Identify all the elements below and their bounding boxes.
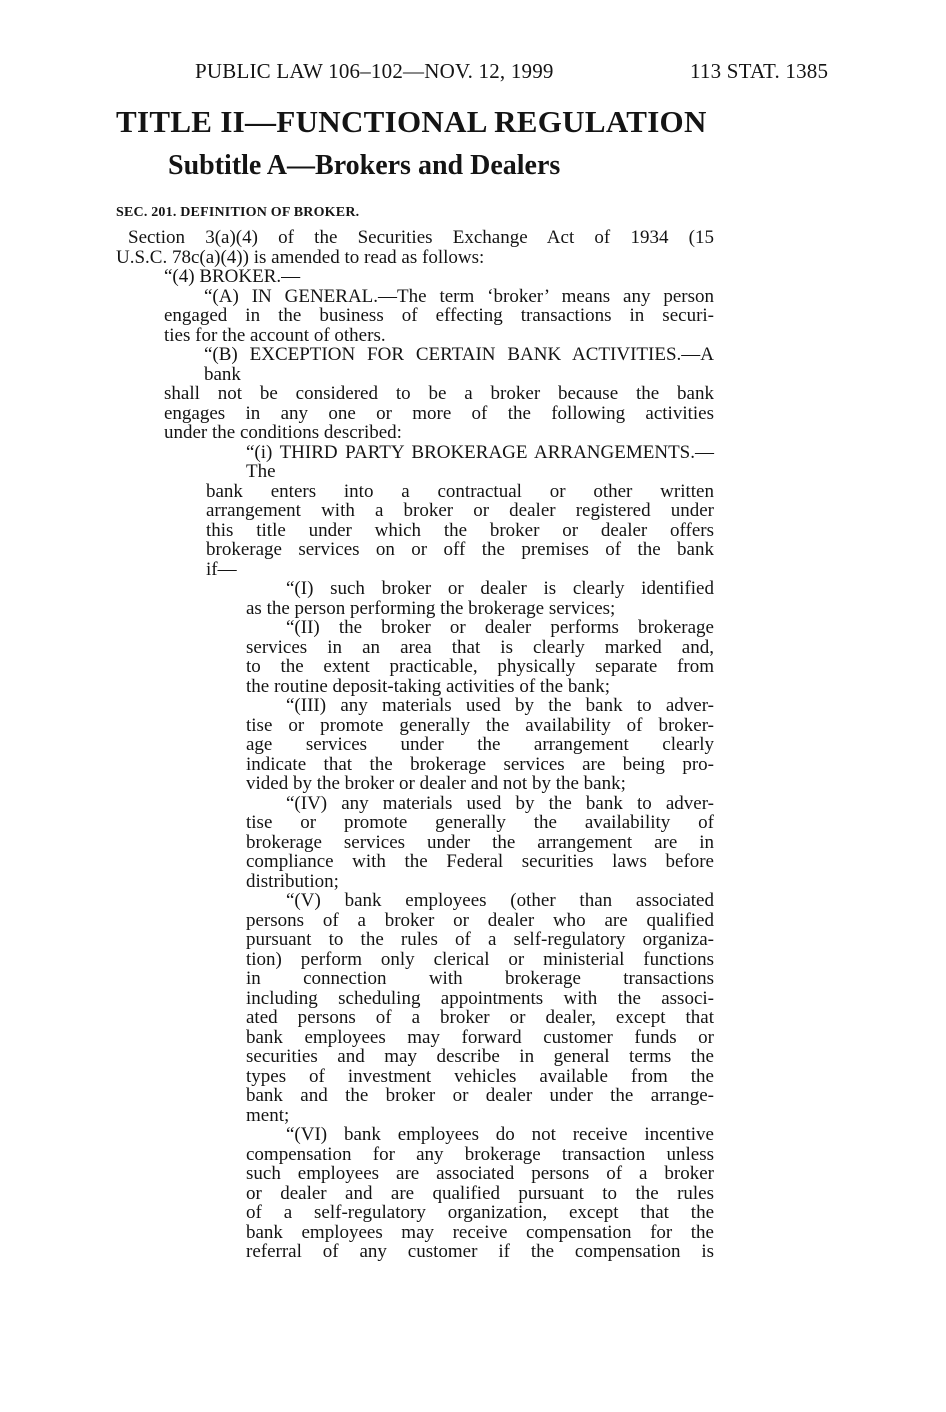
text-line: “(V) bank employees (other than associated [286,890,714,911]
text-line: under the conditions described: [164,422,402,443]
text-line: including scheduling appointments with the associ- [246,987,714,1009]
text-line: the routine deposit-taking activities of the bank; [246,675,611,697]
title-heading: TITLE II—FUNCTIONAL REGULATION [116,104,707,139]
text-line: types of investment vehicles available from the [246,1065,714,1087]
text-line: tion) perform only clerical or ministerial functions [246,948,714,970]
text-line: indicate that the brokerage services are being pro- [246,753,714,775]
text-line: this title under which the broker or dealer offers [206,519,714,541]
text-line: “(B) EXCEPTION FOR CERTAIN BANK ACTIVITIES.—A bank [204,344,714,385]
text-line: arrangement with a broker or dealer registered under [206,500,714,521]
text-line: bank and the broker or dealer under the arrange- [246,1085,714,1106]
text-line: such employees are associated persons of a broker [246,1163,714,1184]
text-line: securities and may describe in general terms the [246,1046,714,1067]
text-line: brokerage services under the arrangement are in [246,831,714,853]
text-line: ties for the account of others. [164,324,386,346]
paragraph-i-third-party [116,443,714,580]
text-line: compliance with the Federal securities laws before [246,851,714,872]
paragraph-broker [116,267,714,287]
paragraph-b-exception [116,345,714,443]
text-line: “(II) the broker or dealer performs brokerage [286,617,714,638]
running-header-title: PUBLIC LAW 106–102—NOV. 12, 1999 [195,59,554,83]
paragraph-intro [116,228,714,267]
text-line: pursuant to the rules of a self-regulatory organiza- [246,929,714,950]
text-line: to the extent practicable, physically separate from [246,656,714,677]
text-line: “(III) any materials used by the bank to adver- [286,695,714,716]
text-line: bank employees may receive compensation for the [246,1221,714,1243]
text-line: ated persons of a broker or dealer, except that [246,1007,714,1028]
clause-I [116,579,714,618]
text-line: brokerage services on or off the premises of the bank [206,539,714,560]
paragraph-a-in-general [116,287,714,346]
text-line: persons of a broker or dealer who are qualified [246,909,714,931]
text-line: referral of any customer if the compensation is [246,1241,714,1262]
text-line: bank employees may forward customer funds or [246,1026,714,1048]
text-line: engaged in the business of effecting transactions in securi- [164,305,714,326]
text-line: in connection with brokerage transactions [246,968,714,989]
text-line: as the person performing the brokerage services; [246,597,616,619]
text-line: tise or promote generally the availability of broker- [246,714,714,736]
text-line: “(IV) any materials used by the bank to adver- [286,792,714,814]
text-line: if— [206,558,237,580]
text-line: tise or promote generally the availability of [246,812,714,833]
text-line: “(4) BROKER.— [164,266,301,287]
text-line: compensation for any brokerage transaction unless [246,1143,714,1165]
text-line: services in an area that is clearly marked and, [246,636,714,658]
text-line: of a self-regulatory organization, except that the [246,1202,714,1223]
text-line: “(A) IN GENERAL.—The term ‘broker’ means any person [204,285,714,307]
text-line: “(VI) bank employees do not receive incentive [286,1124,714,1145]
text-line: “(I) such broker or dealer is clearly identified [286,578,714,599]
text-line: shall not be considered to be a broker because the bank [164,383,714,404]
page-number: 113 STAT. 1385 [690,59,829,83]
text-line: Section 3(a)(4) of the Securities Exchange Act of 1934 (15 [128,227,714,248]
text-line: age services under the arrangement clearly [246,734,714,755]
text-line: U.S.C. 78c(a)(4)) is amended to read as follows: [116,246,485,268]
clause-II [116,618,714,696]
text-line: bank enters into a contractual or other written [206,480,714,502]
clause-IV [116,794,714,892]
text-line: or dealer and are qualified pursuant to the rules [246,1182,714,1204]
text-line: ment; [246,1104,290,1126]
text-line: vided by the broker or dealer and not by the bank; [246,773,626,794]
text-line: engages in any one or more of the following activities [164,402,714,424]
text-line: distribution; [246,870,339,892]
clause-VI [116,1125,714,1262]
clause-V [116,891,714,1125]
subtitle-heading: Subtitle A—Brokers and Dealers [168,150,561,181]
section-body [116,228,714,1262]
clause-III [116,696,714,794]
section-heading: SEC. 201. DEFINITION OF BROKER. [116,205,360,220]
text-line: “(i) THIRD PARTY BROKERAGE ARRANGEMENTS.—The [246,441,714,482]
